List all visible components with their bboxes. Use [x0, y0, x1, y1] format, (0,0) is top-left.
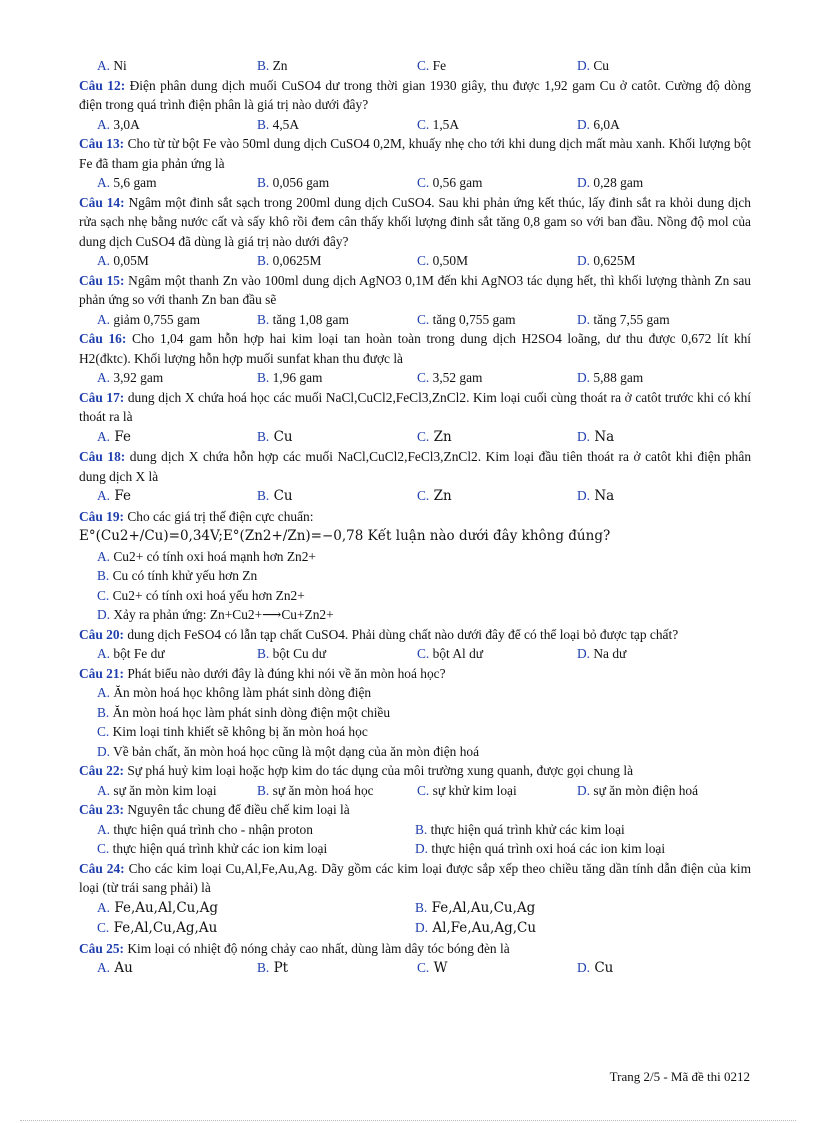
question-number: Câu 19: [79, 508, 125, 524]
question-12 [79, 76, 751, 135]
question-text: Cho các giá trị thế điện cực chuẩn: [127, 508, 314, 524]
option-a: A. Ni [97, 58, 127, 73]
option-d: D. thực hiện quá trình oxi hoá các ion kim loại [415, 841, 666, 856]
option-b: B. sự ăn mòn hoá học [257, 782, 374, 798]
question-text: Ngâm một thanh Zn vào 100ml dung dịch AgNO3 0,1M đến khi AgNO3 tác dụng hết, thì khối lượng thành Zn sau phản ứng so với thanh Zn ban đầu sẽ [79, 272, 751, 307]
question-22 [79, 761, 751, 800]
options [79, 368, 751, 388]
option-d: D. 6,0A [577, 116, 620, 132]
option-b: B. 4,5A [257, 116, 300, 132]
option-c: C. sự khử kim loại [417, 782, 517, 798]
option-b: B. 0,056 gam [257, 175, 330, 190]
option-d: D. Cu [577, 960, 614, 976]
options [79, 547, 751, 625]
question-number: Câu 22: [79, 763, 125, 778]
q11-options [79, 56, 751, 76]
question-text: Kim loại có nhiệt độ nóng chảy cao nhất, dùng làm dây tóc bóng đèn là [124, 940, 510, 956]
option-a: A. Ăn mòn hoá học không làm phát sinh dòng điện [97, 685, 372, 700]
option-c: C. Zn [417, 428, 452, 445]
option-a: A. 3,92 gam [97, 370, 164, 385]
option-c: C. bột Al dư [417, 646, 484, 661]
option-b: B. tăng 1,08 gam [257, 311, 349, 327]
option-b: B. Cu [257, 488, 293, 504]
question-number: Câu 18: [79, 449, 126, 464]
question-text: Cho các kim loại Cu,Al,Fe,Au,Ag. Dãy gồm các kim loại được sắp xếp theo chiều tăng dần tính dẫn điện của kim loại (từ trái sang phải) là [79, 860, 751, 895]
option-d: D. Al,Fe,Au,Ag,Cu [415, 920, 537, 936]
option-b: B. 1,96 gam [257, 370, 323, 385]
option-c: C. Cu2+ có tính oxi hoá yếu hơn Zn2+ [97, 587, 305, 603]
question-text: Nguyên tắc chung để điều chế kim loại là [124, 802, 350, 817]
option-a: A. Fe [97, 428, 131, 445]
option-a: A. 3,0A [97, 116, 140, 132]
options [79, 173, 751, 193]
question-text: Sự phá huỷ kim loại hoặc hợp kim do tác dụng của môi trường xung quanh, được gọi chung là [124, 763, 634, 778]
question-number: Câu 15: [79, 272, 125, 288]
option-a: A. thực hiện quá trình cho - nhận proton [97, 821, 313, 837]
option-c: C. 0,56 gam [417, 175, 483, 190]
option-a: A. Fe [97, 488, 131, 504]
question-14 [79, 193, 751, 271]
option-c: C. 0,50M [417, 253, 468, 268]
question-24 [79, 859, 751, 939]
option-d: D. 0,625M [577, 253, 636, 268]
option-c: C. 3,52 gam [417, 370, 483, 385]
option-b: B. 0,0625M [257, 253, 322, 268]
option-a: A. 0,05M [97, 253, 149, 268]
option-c: C. tăng 0,755 gam [417, 311, 516, 327]
option-d: D. Cu [577, 58, 610, 73]
question-number: Câu 23: [79, 802, 125, 817]
option-b: B. bột Cu dư [257, 646, 327, 661]
question-text: Cho 1,04 gam hỗn hợp hai kim loại tan hoàn toàn trong dung dịch H2SO4 loãng, dư thu được 0,672 lít khí H2(đktc). Khối lượng hỗn hợp muối sunfat khan thu được là [79, 331, 751, 366]
option-a: A. Cu2+ có tính oxi hoá mạnh hơn Zn2+ [97, 548, 316, 564]
option-a: A. Fe,Au,Al,Cu,Ag [97, 899, 219, 916]
question-text: Phát biểu nào dưới đây là đúng khi nói về ăn mòn hoá học? [124, 665, 446, 681]
question-text: dung dịch X chứa hoá học các muối NaCl,CuCl2,FeCl3,ZnCl2. Kim loại cuối cùng thoát ra ở catôt trước khi có khí thoát ra là [79, 389, 751, 424]
question-number: Câu 24: [79, 860, 125, 876]
option-b: B. thực hiện quá trình khử các kim loại [415, 821, 625, 837]
question-21 [79, 664, 751, 762]
options [79, 115, 751, 135]
question-text: Cho từ từ bột Fe vào 50ml dung dịch CuSO4 0,2M, khuấy nhẹ cho tới khi dung dịch mất màu xanh. Khối lượng bột Fe đã tham gia phản ứng là [79, 136, 752, 171]
option-d: D. Na dư [577, 646, 627, 661]
options [79, 781, 751, 801]
question-25 [79, 939, 751, 979]
question-number: Câu 16: [79, 331, 127, 346]
question-number: Câu 17: [79, 389, 125, 405]
options [79, 486, 751, 507]
option-d: D. tăng 7,55 gam [577, 311, 670, 327]
question-text: Ngâm một đinh sắt sạch trong 200ml dung dịch CuSO4. Sau khi phản ứng kết thúc, lấy đinh sắt ra khỏi dung dịch rửa sạch nhẹ bằng nước cất và sấy khô rồi đem cân thấy khối lượng đinh sắt tăng 0,8 gam so với ban đầu. Nồng độ mol của dung dịch CuSO4 đã dùng là giá trị nào dưới đây? [79, 194, 751, 249]
question-16 [79, 329, 751, 388]
option-a: A. 5,6 gam [97, 175, 157, 190]
option-d: D. Về bản chất, ăn mòn hoá học cũng là một dạng của ăn mòn điện hoá [97, 743, 480, 759]
option-a: A. Au [97, 960, 133, 976]
option-a: A. bột Fe dư [97, 646, 165, 661]
option-c: C. W [417, 960, 448, 976]
question-number: Câu 25: [79, 940, 125, 956]
option-d: D. 5,88 gam [577, 370, 644, 385]
options [79, 644, 751, 664]
question-number: Câu 12: [79, 77, 126, 93]
question-number: Câu 20: [79, 626, 125, 642]
question-13 [79, 134, 751, 193]
option-a: A. sự ăn mòn kim loại [97, 782, 217, 798]
options [79, 251, 751, 271]
question-number: Câu 21: [79, 665, 125, 681]
question-number: Câu 13: [79, 136, 125, 151]
options [79, 310, 751, 330]
option-c: C. Fe [417, 58, 447, 73]
option-d: D. sự ăn mòn điện hoá [577, 782, 699, 798]
option-b: B. Ăn mòn hoá học làm phát sinh dòng điện một chiều [97, 704, 391, 720]
option-c: C. 1,5A [417, 116, 460, 132]
option-d: D. Na [577, 428, 615, 445]
question-15 [79, 271, 751, 330]
question-text: Điện phân dung dịch muối CuSO4 dư trong thời gian 1930 giây, thu được 1,92 gam Cu ở catôt. Cường độ dòng điện trong quá trình điện phân là giá trị nào dưới đây? [79, 77, 751, 112]
question-18 [79, 447, 751, 507]
exam-page [79, 56, 751, 979]
question-23 [79, 800, 751, 859]
options [79, 820, 751, 859]
option-b: B. Cu [257, 428, 293, 445]
option-b: B. Cu có tính khử yếu hơn Zn [97, 568, 258, 583]
options [79, 958, 751, 979]
option-c: C. Zn [417, 488, 452, 504]
question-19 [79, 507, 751, 625]
page-footer: Trang 2/5 - Mã đề thi 0212 [609, 1069, 750, 1084]
option-b: B. Fe,Al,Au,Cu,Ag [415, 899, 536, 916]
question-number: Câu 14: [79, 194, 125, 210]
question-17 [79, 388, 751, 448]
options [79, 898, 751, 939]
option-c: C. Kim loại tinh khiết sẽ không bị ăn mòn hoá học [97, 724, 368, 739]
option-b: B. Zn [257, 58, 288, 73]
option-b: B. Pt [257, 960, 289, 976]
options [79, 683, 751, 761]
options [79, 427, 751, 448]
question-text: dung dịch X chứa hỗn hợp các muối NaCl,CuCl2,FeCl3,ZnCl2. Kim loại đầu tiên thoát ra ở catôt khi điện phân dung dịch X là [79, 449, 752, 484]
page-bottom-divider [20, 1120, 796, 1121]
question-formula: E°(Cu2+/Cu)=0,34V;E°(Zn2+/Zn)=−0,78 Kết luận nào dưới đây không đúng? [79, 528, 611, 544]
question-text: dung dịch FeSO4 có lẫn tạp chất CuSO4. Phải dùng chất nào dưới đây để có thể loại bỏ được tạp chất? [124, 626, 679, 642]
question-20 [79, 625, 751, 664]
option-c: C. Fe,Al,Cu,Ag,Au [97, 920, 218, 936]
option-a: A. giảm 0,755 gam [97, 311, 201, 327]
option-d: D. Na [577, 488, 615, 504]
option-c: C. thực hiện quá trình khử các ion kim loại [97, 841, 328, 856]
option-d: D. 0,28 gam [577, 175, 644, 190]
option-d: D. Xảy ra phản ứng: Zn+Cu2+⟶Cu+Zn2+ [97, 607, 334, 622]
